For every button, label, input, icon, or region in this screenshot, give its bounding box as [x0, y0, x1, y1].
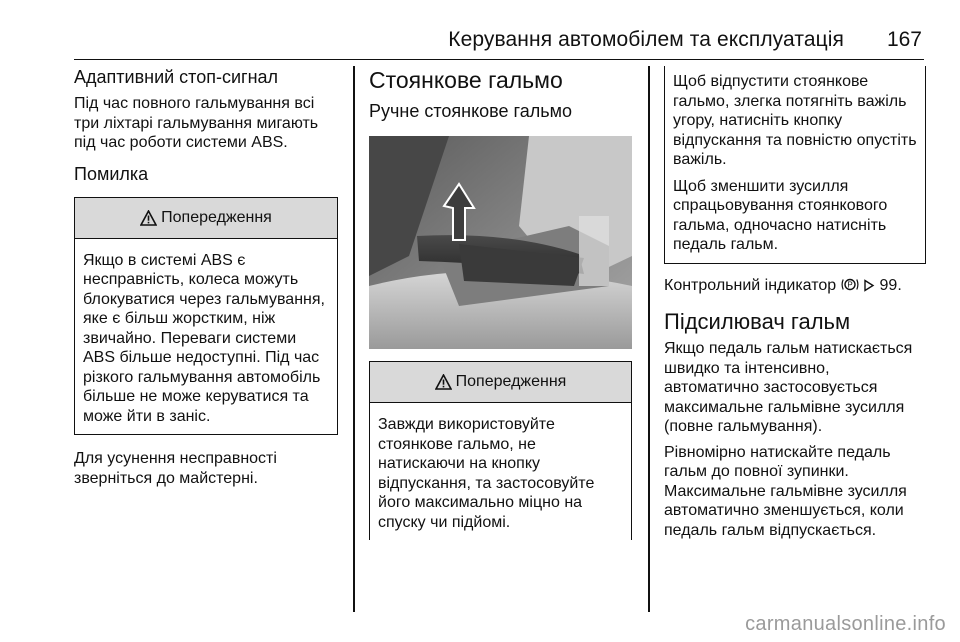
column-2	[369, 66, 632, 540]
warning-text: Якщо в системі ABS є несправність, колеса можуть блокуватися через гальмування, яке є більш жорстким, ніж звичайно. Переваги системи ABS більше недоступні. Під час різкого гальмування автомобіль більше не може керуватися та може йти в заніс.	[83, 251, 325, 425]
warning-title: Попередження	[161, 208, 272, 226]
continued-warning-box	[664, 66, 926, 264]
column-3	[664, 66, 926, 550]
section-heading-brake-assist: Підсилювач гальм	[664, 309, 851, 334]
page-header	[74, 26, 924, 60]
handbrake-illustration	[369, 136, 632, 349]
warning-body	[75, 239, 337, 435]
header-title: Керування автомобілем та експлуатація	[448, 28, 844, 51]
header-rule	[74, 59, 924, 61]
warning-box	[369, 361, 632, 540]
indicator-page-ref: 99.	[879, 276, 902, 294]
page-number: 167	[886, 28, 922, 51]
section-heading-adaptive-brake-light: Адаптивний стоп-сигнал	[74, 67, 279, 87]
paragraph: Щоб зменшити зусилля спрацьовування стоянкового гальма, одночасно натисніть педаль гальм.	[673, 177, 888, 253]
page-reference-arrow-icon	[863, 279, 875, 292]
warning-triangle-icon	[435, 374, 452, 390]
paragraph: Щоб відпустити стоянкове гальмо, злегка потягніть важіль угору, натисніть кнопку відпускання та повністю опустіть важіль.	[673, 73, 917, 168]
column-divider-right	[648, 66, 650, 612]
indicator-reference	[664, 276, 926, 296]
warning-title: Попередження	[455, 373, 567, 390]
column-1	[74, 66, 338, 498]
section-heading-parking-brake: Стоянкове гальмо	[369, 67, 563, 93]
warning-triangle-icon	[140, 210, 157, 226]
paragraph: Для усунення несправності зверніться до майстерні.	[74, 450, 277, 487]
paragraph: Якщо педаль гальм натискається швидко та інтенсивно, автоматично застосовується максимальне гальмівне зусилля (повне гальмування).	[664, 340, 913, 435]
watermark: carmanualsonline.info	[745, 613, 946, 635]
indicator-label: Контрольний індикатор	[664, 276, 837, 294]
warning-box	[74, 197, 338, 436]
paragraph: Під час повного гальмування всі три ліхтарі гальмування мигають під час роботи системи ABS.	[74, 95, 319, 151]
brake-indicator-icon	[841, 277, 859, 292]
warning-header	[370, 362, 631, 403]
subheading-manual-parking-brake: Ручне стоянкове гальмо	[369, 101, 572, 121]
paragraph: Рівномірно натискайте педаль гальм до повної зупинки. Максимальне гальмівне зусилля автоматично зменшується, коли педаль гальм відпускається.	[664, 443, 907, 539]
warning-text: Завжди використовуйте стоянкове гальмо, не натискаючи на кнопку відпускання, та застосовуйте його максимально міцно на спуску чи підйомі.	[378, 416, 595, 531]
svg-text:P: P	[846, 280, 853, 289]
section-heading-fault: Помилка	[74, 163, 149, 184]
column-divider-left	[353, 66, 355, 612]
warning-body	[370, 403, 631, 540]
handbrake-lever-photo	[369, 136, 632, 349]
warning-header	[75, 198, 337, 239]
